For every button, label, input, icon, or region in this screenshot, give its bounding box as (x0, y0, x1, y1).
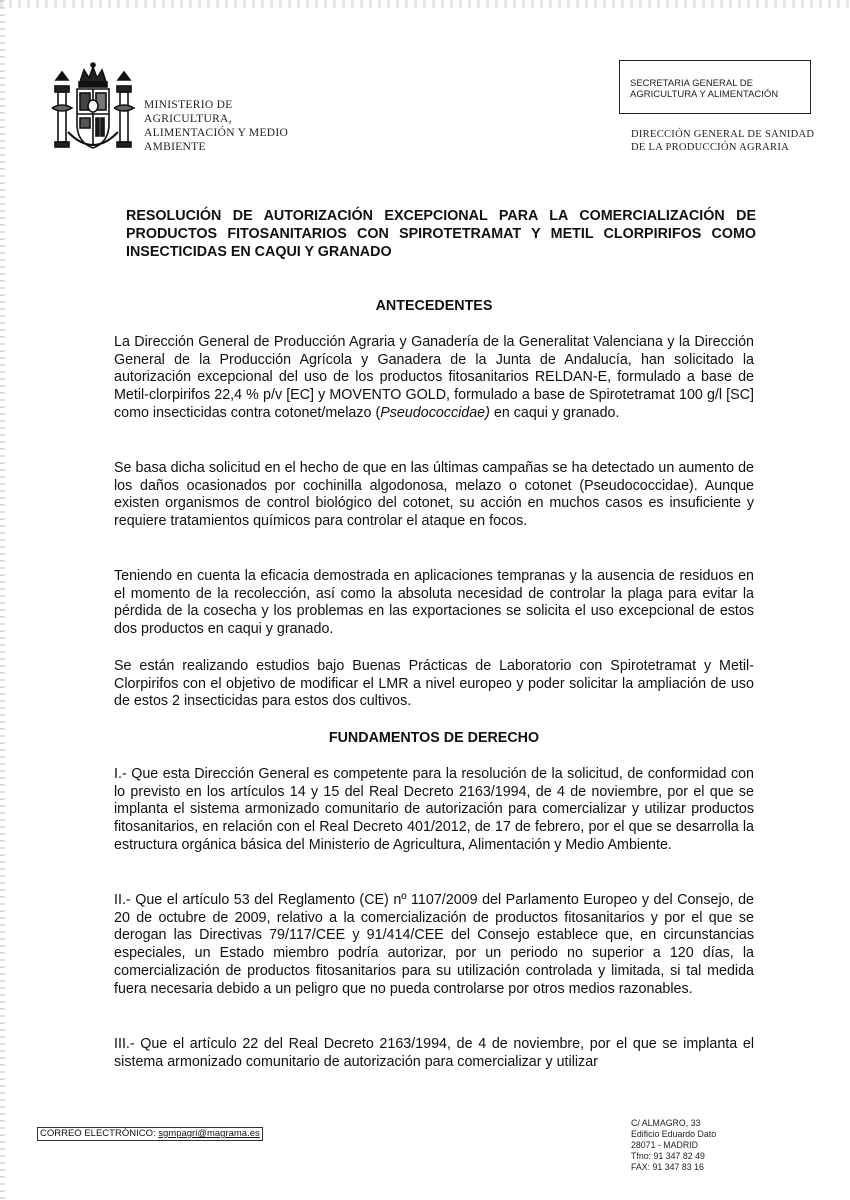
antecedentes-paragraph-3: Teniendo en cuenta la eficacia demostrada en aplicaciones tempranas y la ausencia de residuos en el momento de la recolección, así como la absoluta necesidad de controlar la plaga para evitar la pérdida de la cosecha y los problemas en las exportaciones se solicita el uso excepcional de estos dos productos en caqui y granado. (114, 568, 754, 638)
antecedentes-paragraph-1 (114, 334, 754, 423)
footer-address (631, 1118, 716, 1173)
address-line: C/ ALMAGRO, 33 (631, 1118, 701, 1128)
address-line: 28071 - MADRID (631, 1140, 698, 1150)
footer-email (37, 1127, 263, 1141)
direccion-line: DIRECCIÓN GENERAL DE SANIDAD (631, 129, 815, 140)
scan-artifact-top (0, 0, 850, 8)
fundamentos-heading: FUNDAMENTOS DE DERECHO (328, 730, 540, 746)
address-line: Tfno: 91 347 82 49 (631, 1151, 705, 1161)
ministry-line: MINISTERIO DE (144, 99, 233, 111)
ministry-name (144, 98, 288, 154)
secretaria-box (619, 60, 811, 114)
secretaria-line: AGRICULTURA Y ALIMENTACIÓN (630, 89, 779, 100)
fundamentos-paragraph-3: III.- Que el artículo 22 del Real Decreto 2163/1994, de 4 de noviembre, por el que se implanta el sistema armonizado comunitario de autorización para comercializar y utilizar (114, 1036, 754, 1070)
scan-artifact-left (0, 0, 5, 1200)
coat-of-arms-icon (48, 62, 138, 157)
ministry-line: AMBIENTE (144, 141, 206, 153)
text-run: en caqui y granado. (489, 404, 620, 421)
address-line: FAX: 91 347 83 16 (631, 1162, 704, 1172)
italic-run: Pseudococcidae) (380, 404, 490, 421)
text-run: La Dirección General de Producción Agraria y Ganadería de la Generalitat Valenciana y la Dirección General de la Producción Agrícola y Ganadera de la Junta de Andalucía, han solicitado la autorización excepcional del uso de los productos fitosanitarios RELDAN-E, formulado a base de Metil-clorpirifos 22,4 % p/v [EC] y MOVENTO GOLD, formulado a base de Spirotetramat 100 g/l [SC] como insecticidas contra cotonet/melazo ( (114, 334, 754, 421)
fundamentos-paragraph-1: I.- Que esta Dirección General es competente para la resolución de la solicitud, de conformidad con lo previsto en los artículos 14 y 15 del Real Decreto 2163/1994, de 4 de noviembre, por el que se implanta el sistema armonizado comunitario de autorización para comercializar y utilizar productos fitosanitarios, en relación con el Real Decreto 401/2012, de 17 de febrero, por el que se desarrolla la estructura orgánica básica del Ministerio de Agricultura, Alimentación y Medio Ambiente. (114, 766, 754, 853)
antecedentes-paragraph-4: Se están realizando estudios bajo Buenas Prácticas de Laboratorio con Spirotetramat y Metil-Clorpirifos con el objetivo de modificar el LMR a nivel europeo y poder solicitar la ampliación de uso de estos 2 insecticidas para estos dos cultivos. (114, 658, 754, 710)
secretaria-line: SECRETARIA GENERAL DE (630, 78, 754, 89)
email-label: CORREO ELECTRÓNICO: (40, 1128, 156, 1139)
direccion-line: DE LA PRODUCCIÓN AGRARIA (631, 142, 790, 153)
document-title: RESOLUCIÓN DE AUTORIZACIÓN EXCEPCIONAL PARA LA COMERCIALIZACIÓN DE PRODUCTOS FITOSANITARIOS CON SPIROTETRAMAT Y METIL CLORPIRIFOS COMO INSECTICIDAS EN CAQUI Y GRANADO (126, 208, 756, 260)
ministry-line: AGRICULTURA, (144, 113, 232, 125)
antecedentes-paragraph-2: Se basa dicha solicitud en el hecho de que en las últimas campañas se ha detectado un aumento de los daños ocasionados por cochinilla algodonosa, melazo o cotonet (Pseudococcidae). Aunque existen organismos de control biológico del cotonet, su acción en muchos casos es insuficiente y requiere tratamientos químicos para controlar el ataque en focos. (114, 460, 754, 530)
ministry-line: ALIMENTACIÓN Y MEDIO (144, 127, 289, 139)
fundamentos-paragraph-2: II.- Que el artículo 53 del Reglamento (CE) nº 1107/2009 del Parlamento Europeo y del Consejo, de 20 de octubre de 2009, relativo a la comercialización de productos fitosanitarios y por el que se derogan las Directivas 79/117/CEE y 91/414/CEE del Consejo establece que, en circunstancias especiales, un Estado miembro podría autorizar, por un periodo no superior a 120 días, la comercialización de productos fitosanitarios para su utilización controlada y limitada, si tal medida fuera necesaria debido a un peligro que no pueda controlarse por otros medios razonables. (114, 892, 754, 997)
address-line: Edificio Eduardo Dato (631, 1129, 717, 1139)
antecedentes-heading: ANTECEDENTES (375, 298, 493, 314)
direccion-general (631, 128, 814, 154)
email-link[interactable]: sgmpagri@magrama.es (158, 1128, 260, 1139)
